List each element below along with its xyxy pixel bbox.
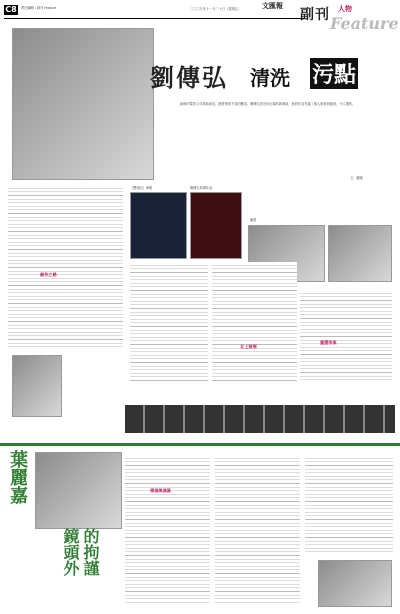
headline-sub-b: 污點 <box>310 58 358 89</box>
poster-2 <box>190 192 242 259</box>
headline2-line1: 鏡頭外 <box>61 528 80 576</box>
still-photo-2 <box>328 225 392 282</box>
small-photo <box>12 355 62 417</box>
bottom-text-1 <box>125 455 210 605</box>
poster-1 <box>130 192 187 259</box>
byline: 文：蘭葉 <box>350 176 363 180</box>
caption-3: 劇照 <box>250 218 257 222</box>
bottom-photo <box>318 560 392 607</box>
subhead-1: 創作之路 <box>40 272 57 277</box>
paper-name: 文匯報 <box>262 1 283 10</box>
headline-sub-a: 清洗 <box>250 66 290 90</box>
bottom-text-3 <box>305 455 393 555</box>
caption-1: 《雙城記》海報 <box>130 186 153 190</box>
masthead-line: 責任編輯 / 副刊 Feature <box>21 6 57 10</box>
caption-2: 劉傳弘執導作品 <box>190 186 213 190</box>
right-body-text <box>300 290 392 380</box>
top-intro: 新鮮的電影公司和新演員，總是帶來不同的驚喜。劉傳弘是近年出現的新導演，他的作品充滿了個人風格與創意，令人期待。 <box>180 102 356 106</box>
headline-name: 劉傳弘 <box>150 63 228 92</box>
section-en: Feature <box>330 14 399 33</box>
subhead-3: 重塑形象 <box>320 340 337 345</box>
headline2-line2: 的拘謹 <box>81 528 100 576</box>
left-body-text <box>8 185 123 350</box>
film-strip <box>125 405 395 433</box>
bottom-text-2 <box>215 455 300 605</box>
center-right-text <box>212 262 297 382</box>
subhead-4: 導演與演員 <box>150 488 171 493</box>
portrait-photo <box>12 28 154 180</box>
actress-photo <box>35 452 122 529</box>
header-rule <box>4 18 304 19</box>
section-cn: 副刊 <box>300 7 330 23</box>
section-cn2: 人物 <box>338 5 352 13</box>
center-body-text <box>130 262 208 382</box>
headline2-name: 葉麗嘉 <box>7 450 28 504</box>
page-code: C8 <box>5 5 17 14</box>
subhead-2: 北上發展 <box>240 344 257 349</box>
date-line: 二〇〇九年十一月二十日（星期五） <box>190 7 241 11</box>
bottom-band <box>0 443 400 446</box>
